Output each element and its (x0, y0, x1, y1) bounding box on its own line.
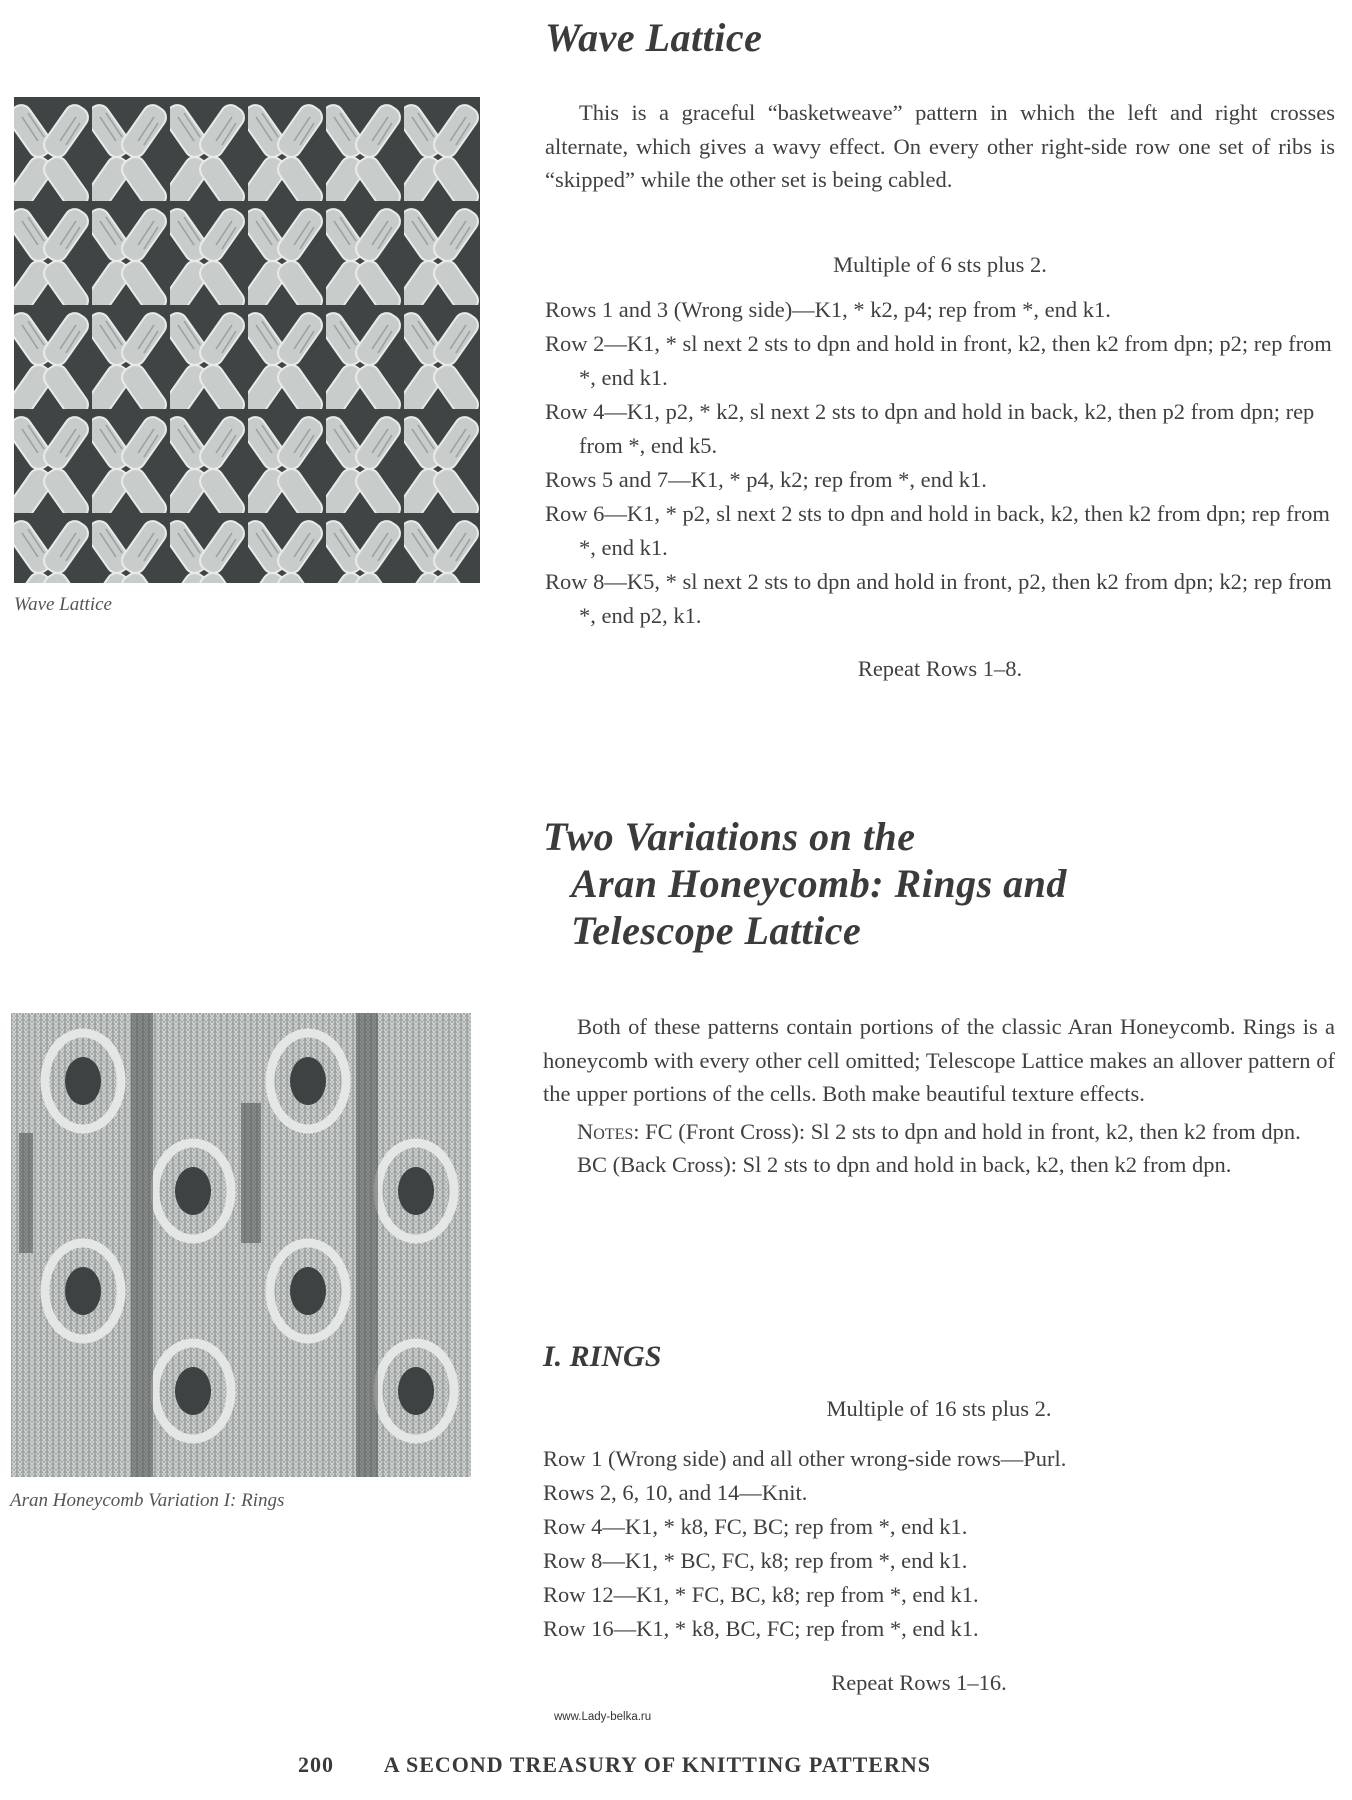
pattern-row: Rows 5 and 7—K1, * p4, k2; rep from *, end k1. (545, 467, 987, 492)
pattern-row: Rows 1 and 3 (Wrong side)—K1, * k2, p4; rep from *, end k1. (545, 297, 1111, 322)
wave-lattice-knit-image (14, 97, 480, 583)
book-title: A SECOND TREASURY OF KNITTING PATTERNS (383, 1752, 931, 1777)
pattern-row: Row 8—K5, * sl next 2 sts to dpn and hold in front, p2, then k2 from dpn; k2; rep from *, end p2, k1. (545, 569, 1332, 628)
title-line: Two Variations on the (543, 814, 916, 859)
subsection-title-rings: I. RINGS (543, 1340, 662, 1373)
rings-repeat: Repeat Rows 1–16. (831, 1670, 1007, 1695)
pattern-row: Row 4—K1, * k8, FC, BC; rep from *, end k1. (543, 1514, 968, 1539)
page-footer (298, 1752, 931, 1778)
section-title-wave-lattice: Wave Lattice (545, 15, 763, 60)
rings-caption: Aran Honeycomb Variation I: Rings (10, 1490, 285, 1511)
rings-rows (543, 1442, 1335, 1646)
notes-fc (543, 1115, 1335, 1149)
aran-honeycomb-intro-text: Both of these patterns contain portions of the classic Aran Honeycomb. Rings is a honeycomb with every other cell omitted; Telescope Lattice makes an allover pattern of the upper portions of the cells. Both make beautiful texture effects. (543, 1014, 1335, 1106)
aran-honeycomb-intro (543, 1010, 1335, 1182)
wave-lattice-multiple: Multiple of 6 sts plus 2. (833, 252, 1047, 277)
pattern-row: Rows 2, 6, 10, and 14—Knit. (543, 1480, 808, 1505)
pattern-row: Row 6—K1, * p2, sl next 2 sts to dpn and hold in back, k2, then k2 from dpn; rep from *, end k1. (545, 501, 1330, 560)
title-line: Telescope Lattice (571, 908, 862, 954)
wave-lattice-caption: Wave Lattice (14, 594, 112, 615)
rings-knit-image (11, 1013, 471, 1477)
wave-lattice-intro (545, 96, 1335, 197)
notes-fc-text: FC (Front Cross): Sl 2 sts to dpn and hold in front, k2, then k2 from dpn. (645, 1118, 1301, 1144)
rings-multiple: Multiple of 16 sts plus 2. (826, 1396, 1052, 1421)
wave-lattice-repeat: Repeat Rows 1–8. (857, 656, 1023, 681)
page-number: 200 (298, 1752, 334, 1777)
notes-bc: BC (Back Cross): Sl 2 sts to dpn and hold in back, k2, then k2 from dpn. (577, 1152, 1232, 1177)
wave-lattice-photo (14, 97, 480, 583)
pattern-row: Row 8—K1, * BC, FC, k8; rep from *, end k1. (543, 1548, 968, 1573)
aran-honeycomb-rings-photo (11, 1013, 471, 1477)
pattern-row: Row 1 (Wrong side) and all other wrong-side rows—Purl. (543, 1446, 1067, 1471)
watermark: www.Lady-belka.ru (554, 1711, 652, 1723)
wave-lattice-intro-text: This is a graceful “basketweave” pattern in which the left and right crosses alternate, which gives a wavy effect. On every other right-side row one set of ribs is “skipped” while the other set is being cabled. (545, 100, 1335, 192)
pattern-row: Row 12—K1, * FC, BC, k8; rep from *, end k1. (543, 1582, 979, 1607)
title-line: Aran Honeycomb: Rings and (571, 861, 1067, 907)
pattern-row: Row 2—K1, * sl next 2 sts to dpn and hold in front, k2, then k2 from dpn; p2; rep from *, end k1. (545, 331, 1332, 390)
section-title-aran-honeycomb (543, 813, 1067, 955)
pattern-row: Row 4—K1, p2, * k2, sl next 2 sts to dpn and hold in back, k2, then p2 from dpn; rep from *, end k5. (545, 399, 1315, 458)
pattern-row: Row 16—K1, * k8, BC, FC; rep from *, end k1. (543, 1616, 979, 1641)
wave-lattice-rows (545, 293, 1335, 633)
notes-label: Notes: (577, 1118, 640, 1144)
